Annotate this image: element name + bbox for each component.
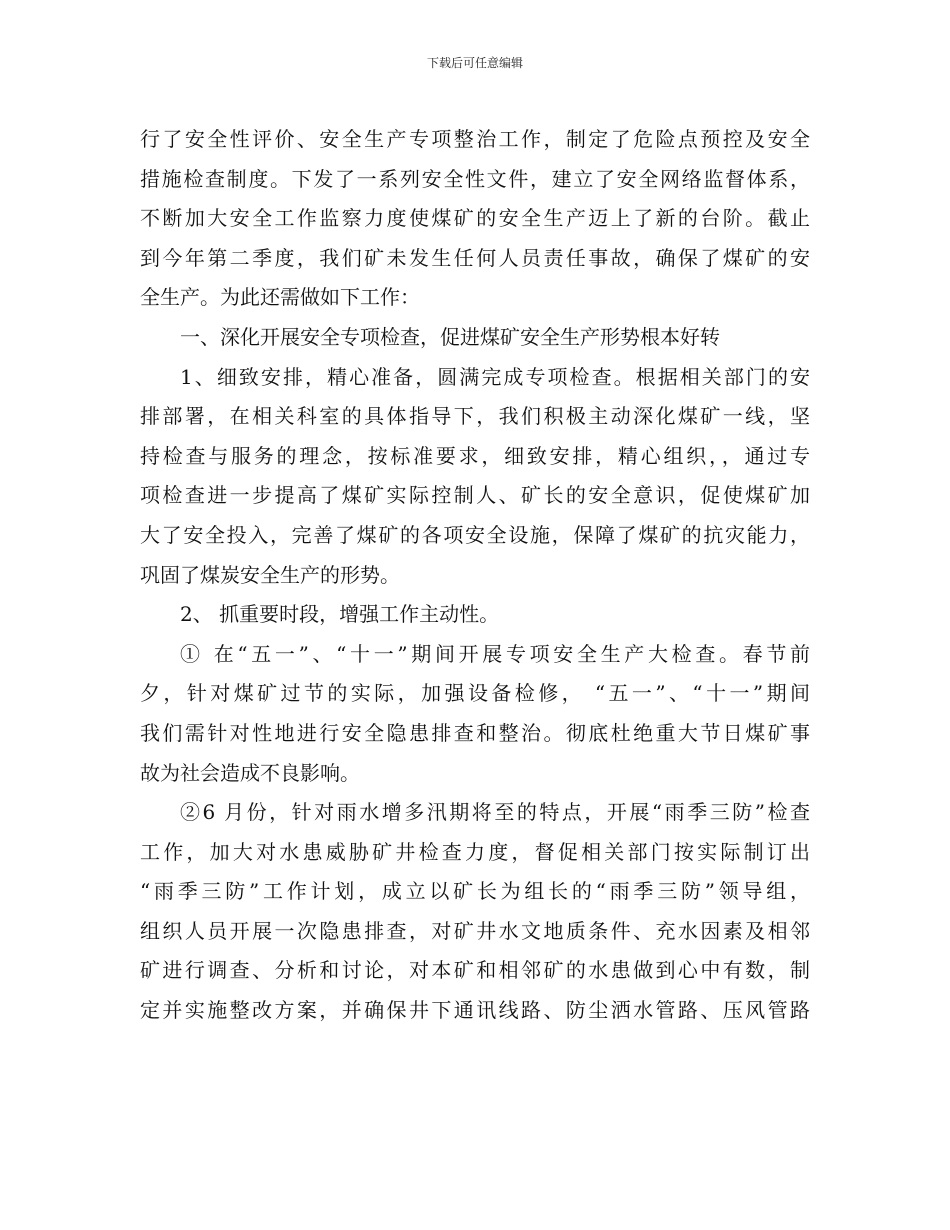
page-header: 下载后可任意编辑 xyxy=(426,56,523,70)
text-line: “雨季三防”工作计划，成立以矿长为组长的“雨季三防”领导组， xyxy=(140,879,810,904)
text-line: 我们需针对性地进行安全隐患排查和整治。彻底杜绝重大节日煤矿事 xyxy=(140,720,810,745)
text-line: 故为社会造成不良影响。 xyxy=(140,760,360,785)
text-line: ① 在“五一”、“十一”期间开展专项安全生产大检查。春节前 xyxy=(180,641,810,666)
text-line: 持检查与服务的理念，按标准要求，细致安排，精心组织，，通过专 xyxy=(140,443,810,468)
text-line: 定并实施整改方案，并确保井下通讯线路、防尘洒水管路、压风管路 xyxy=(140,998,810,1023)
text-line: 行了安全性评价、安全生产专项整治工作，制定了危险点预控及安全 xyxy=(140,127,810,151)
text-line: 大了安全投入，完善了煤矿的各项安全设施，保障了煤矿的抗灾能力， xyxy=(140,522,810,547)
text-line: 矿进行调查、分析和讨论，对本矿和相邻矿的水患做到心中有数，制 xyxy=(140,958,810,983)
text-line: 组织人员开展一次隐患排查，对矿井水文地质条件、充水因素及相邻 xyxy=(140,918,810,943)
text-line: 一、深化开展安全专项检查，促进煤矿安全生产形势根本好转 xyxy=(180,324,720,349)
text-line: 2、 抓重要时段，增强工作主动性。 xyxy=(180,602,500,627)
text-line: 全生产。为此还需做如下工作： xyxy=(140,285,420,310)
text-line: 措施检查制度。下发了一系列安全性文件，建立了安全网络监督体系， xyxy=(140,166,810,191)
text-line: 项检查进一步提高了煤矿实际控制人、矿长的安全意识，促使煤矿加 xyxy=(140,483,810,508)
text-line: 1、细致安排，精心准备，圆满完成专项检查。根据相关部门的安 xyxy=(180,364,810,389)
text-line: 工作，加大对水患威胁矿井检查力度，督促相关部门按实际制订出 xyxy=(140,839,810,864)
text-line: 夕，针对煤矿过节的实际，加强设备检修， “五一”、“十一”期间 xyxy=(140,681,810,706)
text-line: 到今年第二季度，我们矿未发生任何人员责任事故，确保了煤矿的安 xyxy=(140,245,810,270)
document-body xyxy=(140,120,810,1031)
text-line: 巩固了煤炭安全生产的形势。 xyxy=(140,562,400,587)
text-line: 不断加大安全工作监察力度使煤矿的安全生产迈上了新的台阶。截止 xyxy=(140,206,810,231)
text-line: ②6 月份，针对雨水增多汛期将至的特点，开展“雨季三防”检查 xyxy=(180,800,810,825)
text-line: 排部署，在相关科室的具体指导下，我们积极主动深化煤矿一线，坚 xyxy=(140,404,810,429)
